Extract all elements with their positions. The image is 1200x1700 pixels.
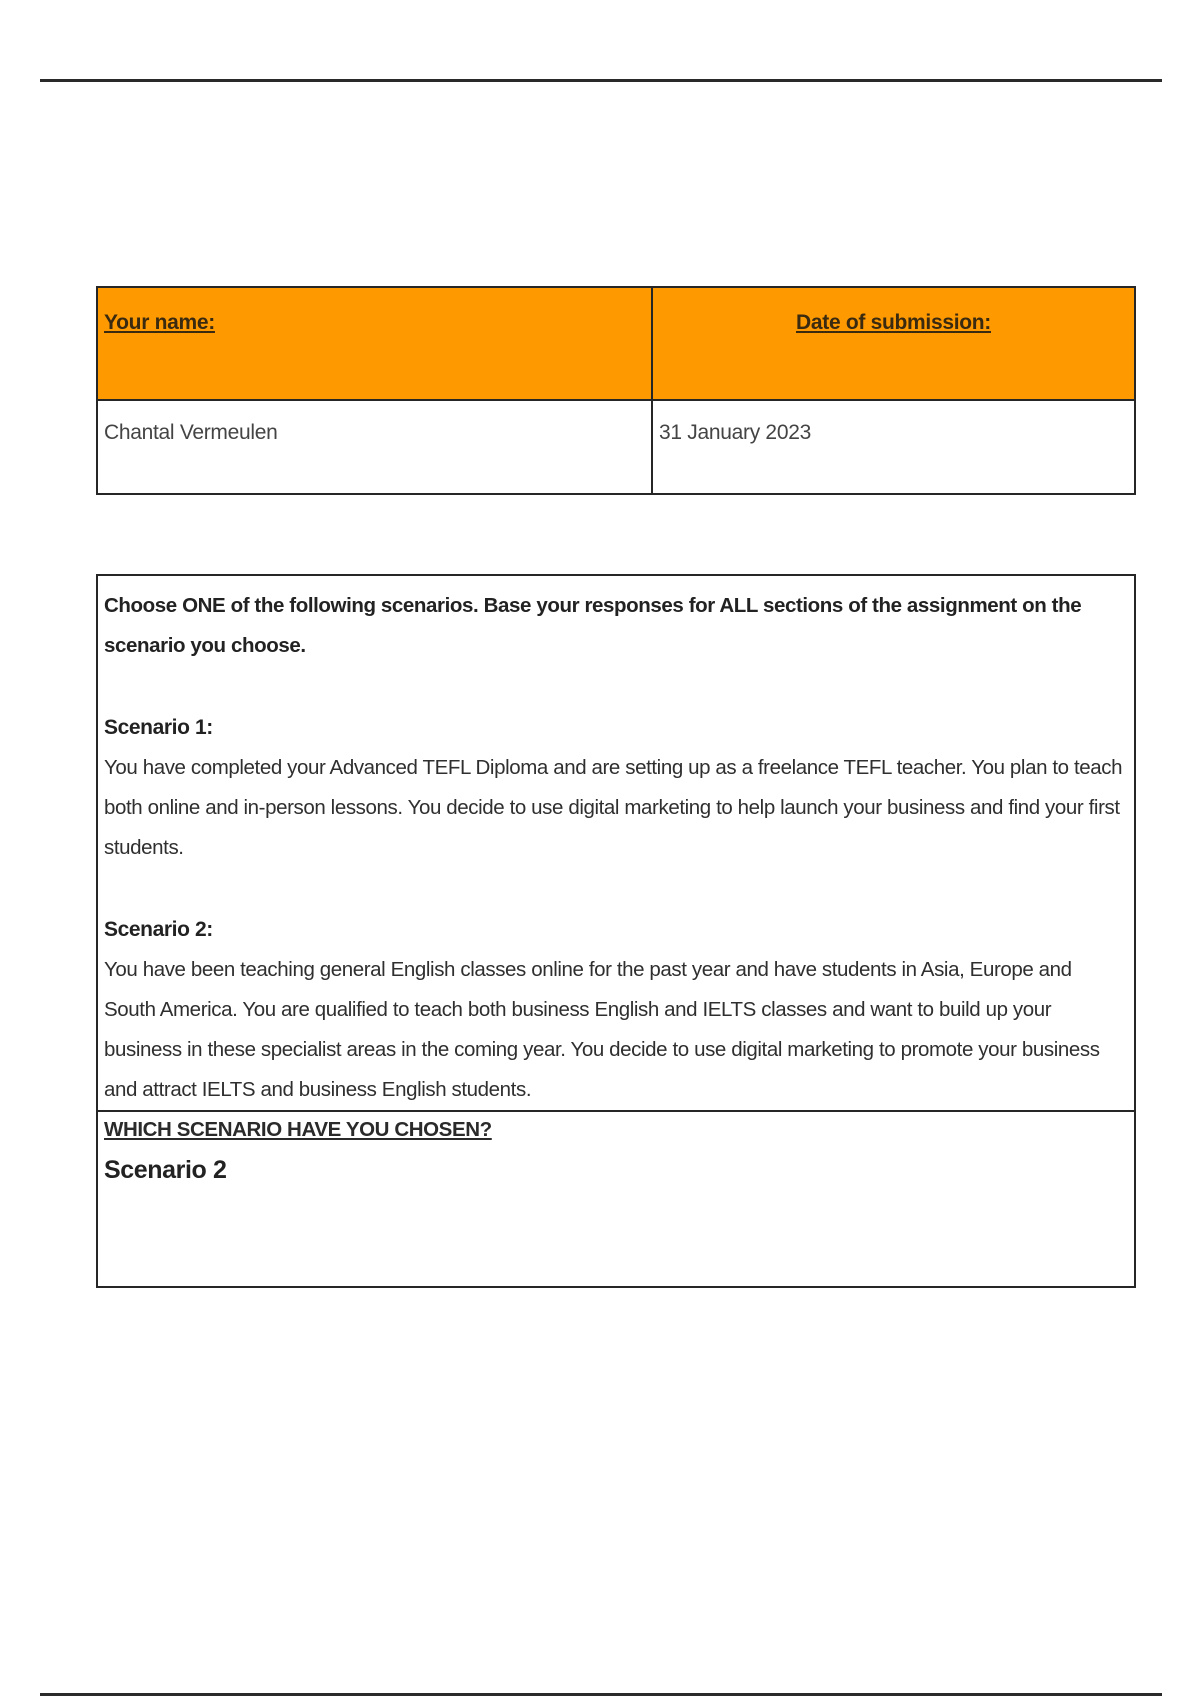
date-label: Date of submission: — [796, 311, 991, 334]
date-header-cell — [652, 287, 1135, 400]
name-header-cell — [97, 287, 652, 400]
name-value[interactable]: Chantal Vermeulen — [104, 421, 278, 444]
date-value-cell[interactable] — [652, 400, 1135, 494]
name-label: Your name: — [104, 311, 215, 334]
info-values-row — [97, 400, 1135, 494]
date-value[interactable]: 31 January 2023 — [659, 421, 811, 444]
bottom-rule — [40, 1693, 1162, 1696]
info-header-row — [97, 287, 1135, 400]
scenarios-intro: Choose ONE of the following scenarios. Base your responses for ALL sections of the assignment on the scenario you choose. — [104, 594, 1082, 657]
choice-row — [97, 1111, 1135, 1287]
scenarios-table — [96, 574, 1136, 1288]
scenarios-cell — [97, 575, 1135, 1111]
choice-cell[interactable] — [97, 1111, 1135, 1287]
scenario-2-body: You have been teaching general English classes online for the past year and have students in Asia, Europe and South America. You are qualified to teach both business English and IELTS classes and want to build up your business in these specialist areas in the coming year. You decide to use digital marketing to promote your business and attract IELTS and business English students. — [104, 958, 1100, 1101]
name-value-cell[interactable] — [97, 400, 652, 494]
top-rule — [40, 79, 1162, 82]
scenario-1-title: Scenario 1: — [104, 716, 213, 739]
scenario-2-title: Scenario 2: — [104, 918, 213, 941]
choice-answer[interactable]: Scenario 2 — [104, 1156, 227, 1184]
student-info-table — [96, 286, 1136, 495]
choice-question: WHICH SCENARIO HAVE YOU CHOSEN? — [104, 1118, 492, 1141]
scenarios-row — [97, 575, 1135, 1111]
scenario-1-body: You have completed your Advanced TEFL Diploma and are setting up as a freelance TEFL teacher. You plan to teach both online and in-person lessons. You decide to use digital marketing to help launch your business and find your first students. — [104, 756, 1123, 859]
